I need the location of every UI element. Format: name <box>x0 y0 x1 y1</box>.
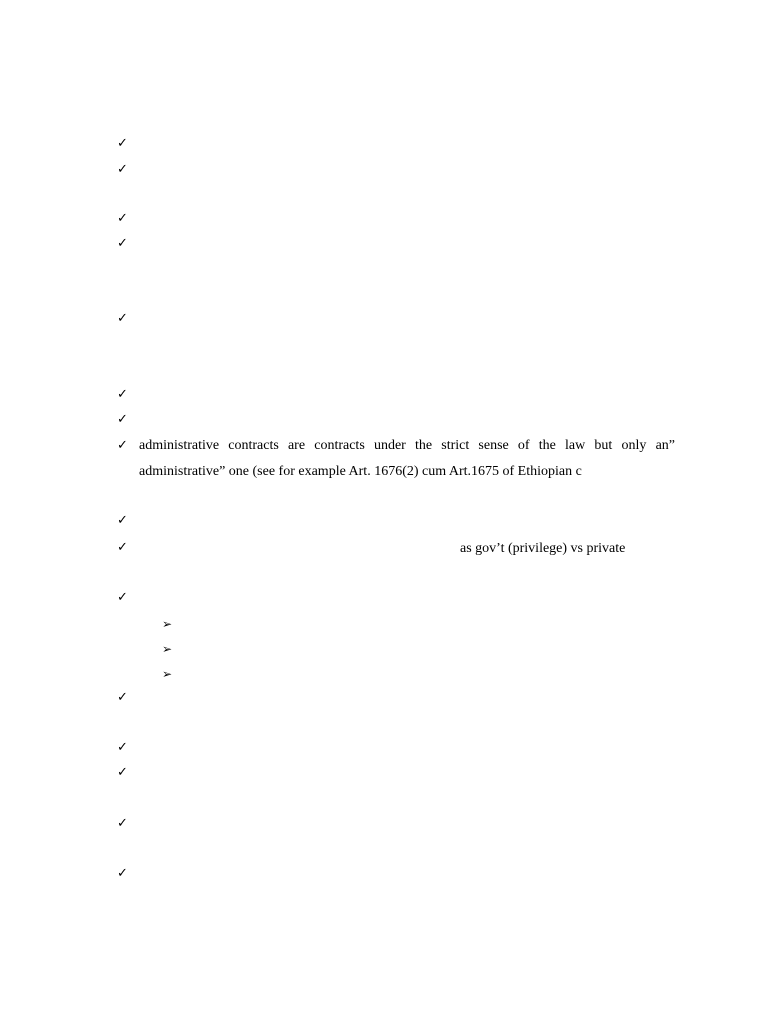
checkmark-icon: ✓ <box>117 236 128 251</box>
checkmark-icon: ✓ <box>117 162 128 177</box>
checkmark-icon: ✓ <box>117 211 128 226</box>
checkmark-icon: ✓ <box>117 540 128 555</box>
checkmark-icon: ✓ <box>117 136 128 151</box>
paragraph-line-2: administrative” one (see for example Art. 1676(2) cum Art.1675 of Ethiopian c <box>139 464 582 479</box>
arrow-bullet-icon: ➢ <box>162 642 173 656</box>
checkmark-icon: ✓ <box>117 866 128 881</box>
checkmark-icon: ✓ <box>117 816 128 831</box>
arrow-bullet-icon: ➢ <box>162 617 173 631</box>
checkmark-icon: ✓ <box>117 513 128 528</box>
partial-text-line: as gov’t (privilege) vs private <box>460 541 626 556</box>
paragraph-line-1: administrative contracts are contracts under the strict sense of the law but only an” <box>139 438 675 453</box>
checkmark-icon: ✓ <box>117 690 128 705</box>
checkmark-icon: ✓ <box>117 387 128 402</box>
checkmark-icon: ✓ <box>117 311 128 326</box>
checkmark-icon: ✓ <box>117 590 128 605</box>
checkmark-icon: ✓ <box>117 765 128 780</box>
arrow-bullet-icon: ➢ <box>162 667 173 681</box>
checkmark-icon: ✓ <box>117 412 128 427</box>
checkmark-icon: ✓ <box>117 740 128 755</box>
checkmark-icon: ✓ <box>117 438 128 453</box>
